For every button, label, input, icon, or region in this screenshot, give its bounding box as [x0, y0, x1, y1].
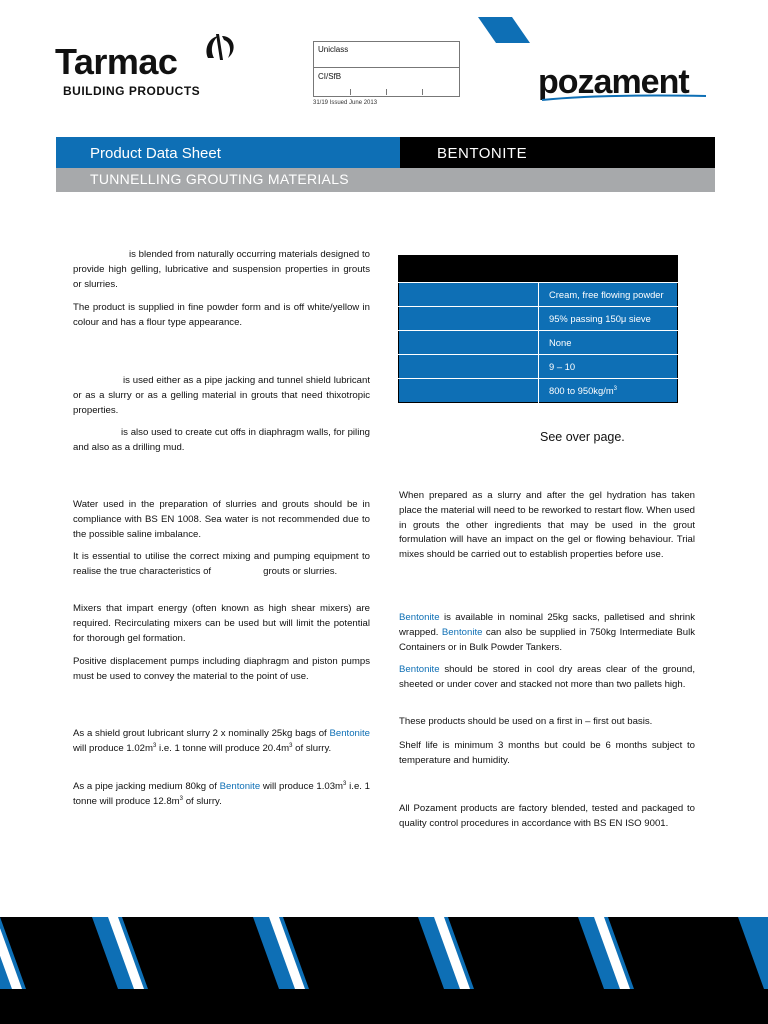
- fifo-paragraph: These products should be used on a first in – first out basis.: [399, 716, 653, 727]
- product-category: TUNNELLING GROUTING MATERIALS: [90, 171, 349, 187]
- table-row: 95% passing 150μ sieve: [399, 307, 678, 331]
- footer-stripe-band: [0, 917, 768, 1024]
- description-paragraph: is blended from naturally occurring materials designed to provide high gelling, lubricative and suspension properties in grouts or slurries.: [73, 249, 370, 290]
- yield-paragraph-1: As a shield grout lubricant slurry 2 x nominally 25kg bags of Bentonite will produce $1.02m^3$ i.e. 1 tonne will produce $20.4m^3$ of slurry.: [73, 728, 371, 754]
- document-type: Product Data Sheet: [90, 145, 221, 162]
- appearance-paragraph: The product is supplied in fine powder form and is off white/yellow in colour and has a flour type appearance.: [73, 302, 370, 328]
- mixers-paragraph: Mixers that impart energy (often known as high shear mixers) are required. Recirculating mixers can be used but will limit the potential for thorough gel formation.: [73, 603, 370, 644]
- pozament-logo-text: pozament: [538, 63, 689, 101]
- rework-paragraph: When prepared as a slurry and after the gel hydration has taken place the material will need to be reworked to restart flow. When used in grouts the other ingredients that may be used in the grout formulation will have an impact on the gel or flowing behaviour. Trial mixes should be carried out to establish properties before use.: [399, 490, 695, 561]
- shelf-life-paragraph: Shelf life is minimum 3 months but could be 6 months subject to temperature and humidity.: [399, 740, 695, 766]
- yield-paragraph-2: As a pipe jacking medium 80kg of Bentonite will produce $1.03m^3$ i.e. 1 tonne will produce $12.8m^3$ of slurry.: [73, 780, 371, 807]
- divider-tick: [422, 89, 423, 95]
- tarmac-subtitle: BUILDING PRODUCTS: [63, 84, 201, 98]
- decorative-stripe: [478, 17, 530, 43]
- table-row: 9 – 10: [399, 355, 678, 379]
- mixing-paragraph: It is essential to utilise the correct mixing and pumping equipment to realise the true characteristics of grouts or slurries.: [73, 551, 370, 577]
- pozament-logo-swoosh: [540, 94, 708, 102]
- tarmac-logo-text: Tarmac: [55, 41, 178, 82]
- product-name: BENTONITE: [437, 145, 528, 162]
- uniclass-label: Uniclass: [314, 42, 459, 68]
- quality-paragraph: All Pozament products are factory blended, tested and packaged to quality control procedures in accordance with BS EN ISO 9001.: [399, 803, 695, 829]
- cisfb-row: [314, 68, 459, 95]
- table-row: 800 to $950kg/m^3$: [399, 379, 678, 403]
- classification-box: [313, 41, 460, 97]
- divider-tick: [350, 89, 351, 95]
- pumps-paragraph: Positive displacement pumps including diaphragm and piston pumps must be used to convey the material to the point of use.: [73, 656, 370, 682]
- issue-date: 31/19 Issued June 2013: [313, 100, 378, 106]
- table-header-row: [399, 256, 678, 283]
- see-over-note: See over page.: [540, 430, 625, 444]
- storage-paragraph: Bentonite should be stored in cool dry areas clear of the ground, sheeted or under cover and stacked not more than two pallets high.: [399, 664, 696, 690]
- uses-paragraph: is used either as a pipe jacking and tunnel shield lubricant or as a slurry or as a gelling material in grouts that need thixotropic properties.: [73, 375, 370, 416]
- table-row: None: [399, 331, 678, 355]
- properties-table: [398, 255, 678, 403]
- divider-tick: [386, 89, 387, 95]
- tarmac-logo-mark: [200, 30, 240, 66]
- supply-paragraph: Bentonite is available in nominal 25kg sacks, palletised and shrink wrapped. Bentonite can also be supplied in 750kg Intermediate Bulk Containers or in Bulk Powder Tankers.: [399, 612, 695, 653]
- uses-paragraph-2: is also used to create cut offs in diaphragm walls, for piling and also as a drilling mud.: [73, 427, 370, 453]
- table-row: Cream, free flowing powder: [399, 283, 678, 307]
- water-paragraph: Water used in the preparation of slurries and grouts should be in compliance with BS EN 1008. Sea water is not recommended due to the possible saline imbalance.: [73, 499, 370, 540]
- cisfb-label: CI/SfB: [318, 72, 342, 81]
